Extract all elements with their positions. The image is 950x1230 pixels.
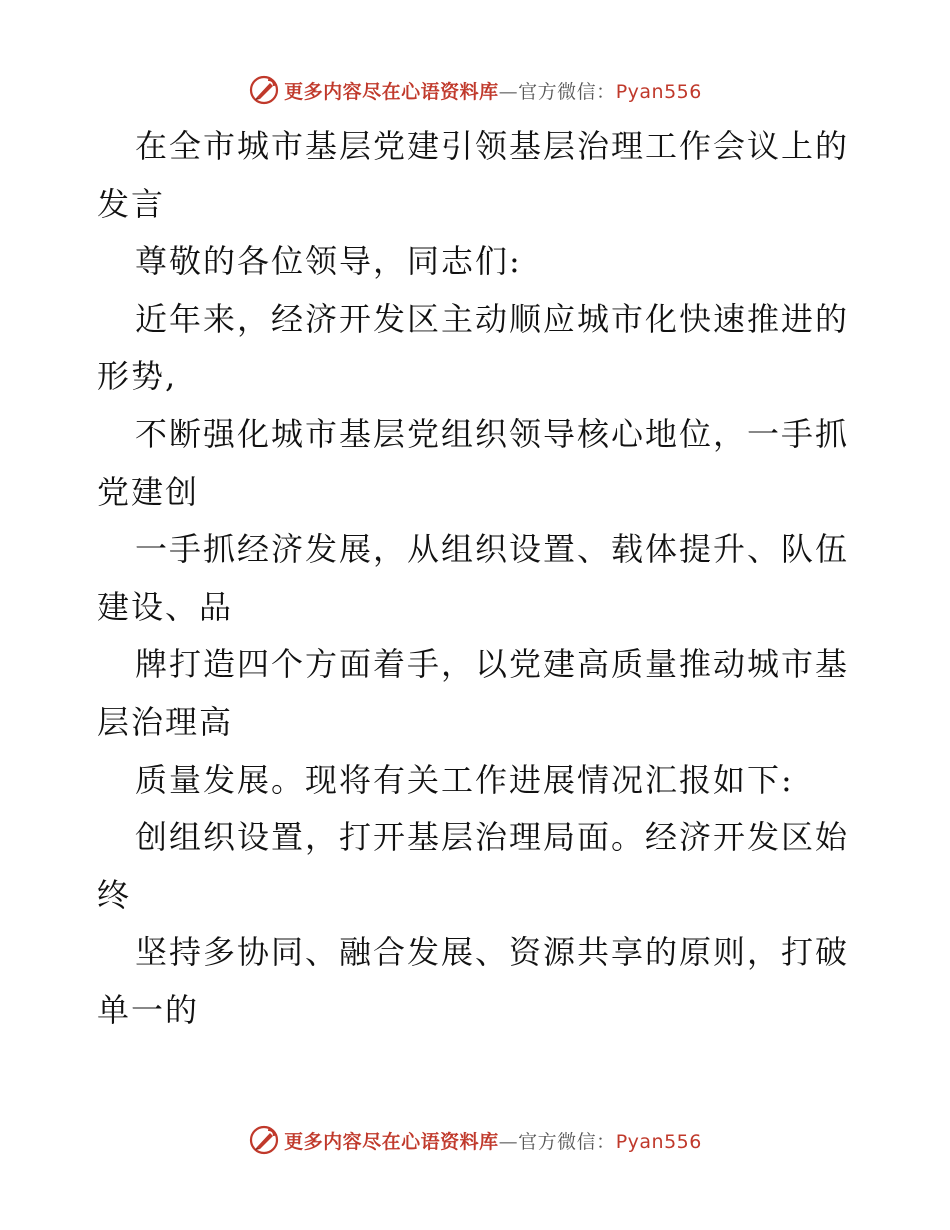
quill-pen-logo-icon (248, 74, 280, 106)
document-line: 一手抓经济发展，从组织设置、载体提升、队伍 (135, 530, 850, 569)
document-line: 创组织设置，打开基层治理局面。经济开发区始 (135, 818, 850, 857)
header-watermark-banner (0, 70, 950, 110)
document-line: 坚持多协同、融合发展、资源共享的原则，打破 (135, 933, 850, 972)
document-line: 党建创 (97, 472, 200, 511)
document-line: 发言 (97, 184, 166, 223)
document-line: 形势, (97, 357, 178, 396)
document-line: 单一的 (97, 990, 200, 1029)
watermark-text (284, 77, 702, 104)
watermark-main-text: 更多内容尽在心语资料库 (284, 80, 499, 103)
watermark-wechat-label: 官方微信： (518, 80, 616, 103)
watermark-wechat-account: Pyan556 (615, 1130, 702, 1153)
document-line: 在全市城市基层党建引领基层治理工作会议上的 (135, 127, 850, 165)
document-line: 牌打造四个方面着手，以党建高质量推动城市基 (135, 645, 850, 684)
document-line: 建设、品 (97, 587, 234, 626)
document-line: 尊敬的各位领导，同志们: (135, 242, 522, 281)
document-line: 不断强化城市基层党组织领导核心地位，一手抓 (135, 414, 850, 453)
footer-watermark-banner (0, 1120, 950, 1160)
document-line: 层治理高 (97, 702, 234, 741)
document-body (97, 118, 857, 1040)
watermark-wechat-account: Pyan556 (615, 80, 702, 103)
document-line: 质量发展。现将有关工作进展情况汇报如下: (135, 760, 794, 799)
watermark-separator: — (498, 80, 519, 103)
watermark-separator: — (498, 1130, 519, 1153)
watermark-wechat-label: 官方微信： (518, 1130, 616, 1153)
watermark-text (284, 1127, 702, 1154)
watermark-main-text: 更多内容尽在心语资料库 (284, 1130, 499, 1153)
document-line: 近年来，经济开发区主动顺应城市化快速推进的 (135, 299, 850, 338)
document-line: 终 (97, 875, 132, 914)
quill-pen-logo-icon (248, 1124, 280, 1156)
